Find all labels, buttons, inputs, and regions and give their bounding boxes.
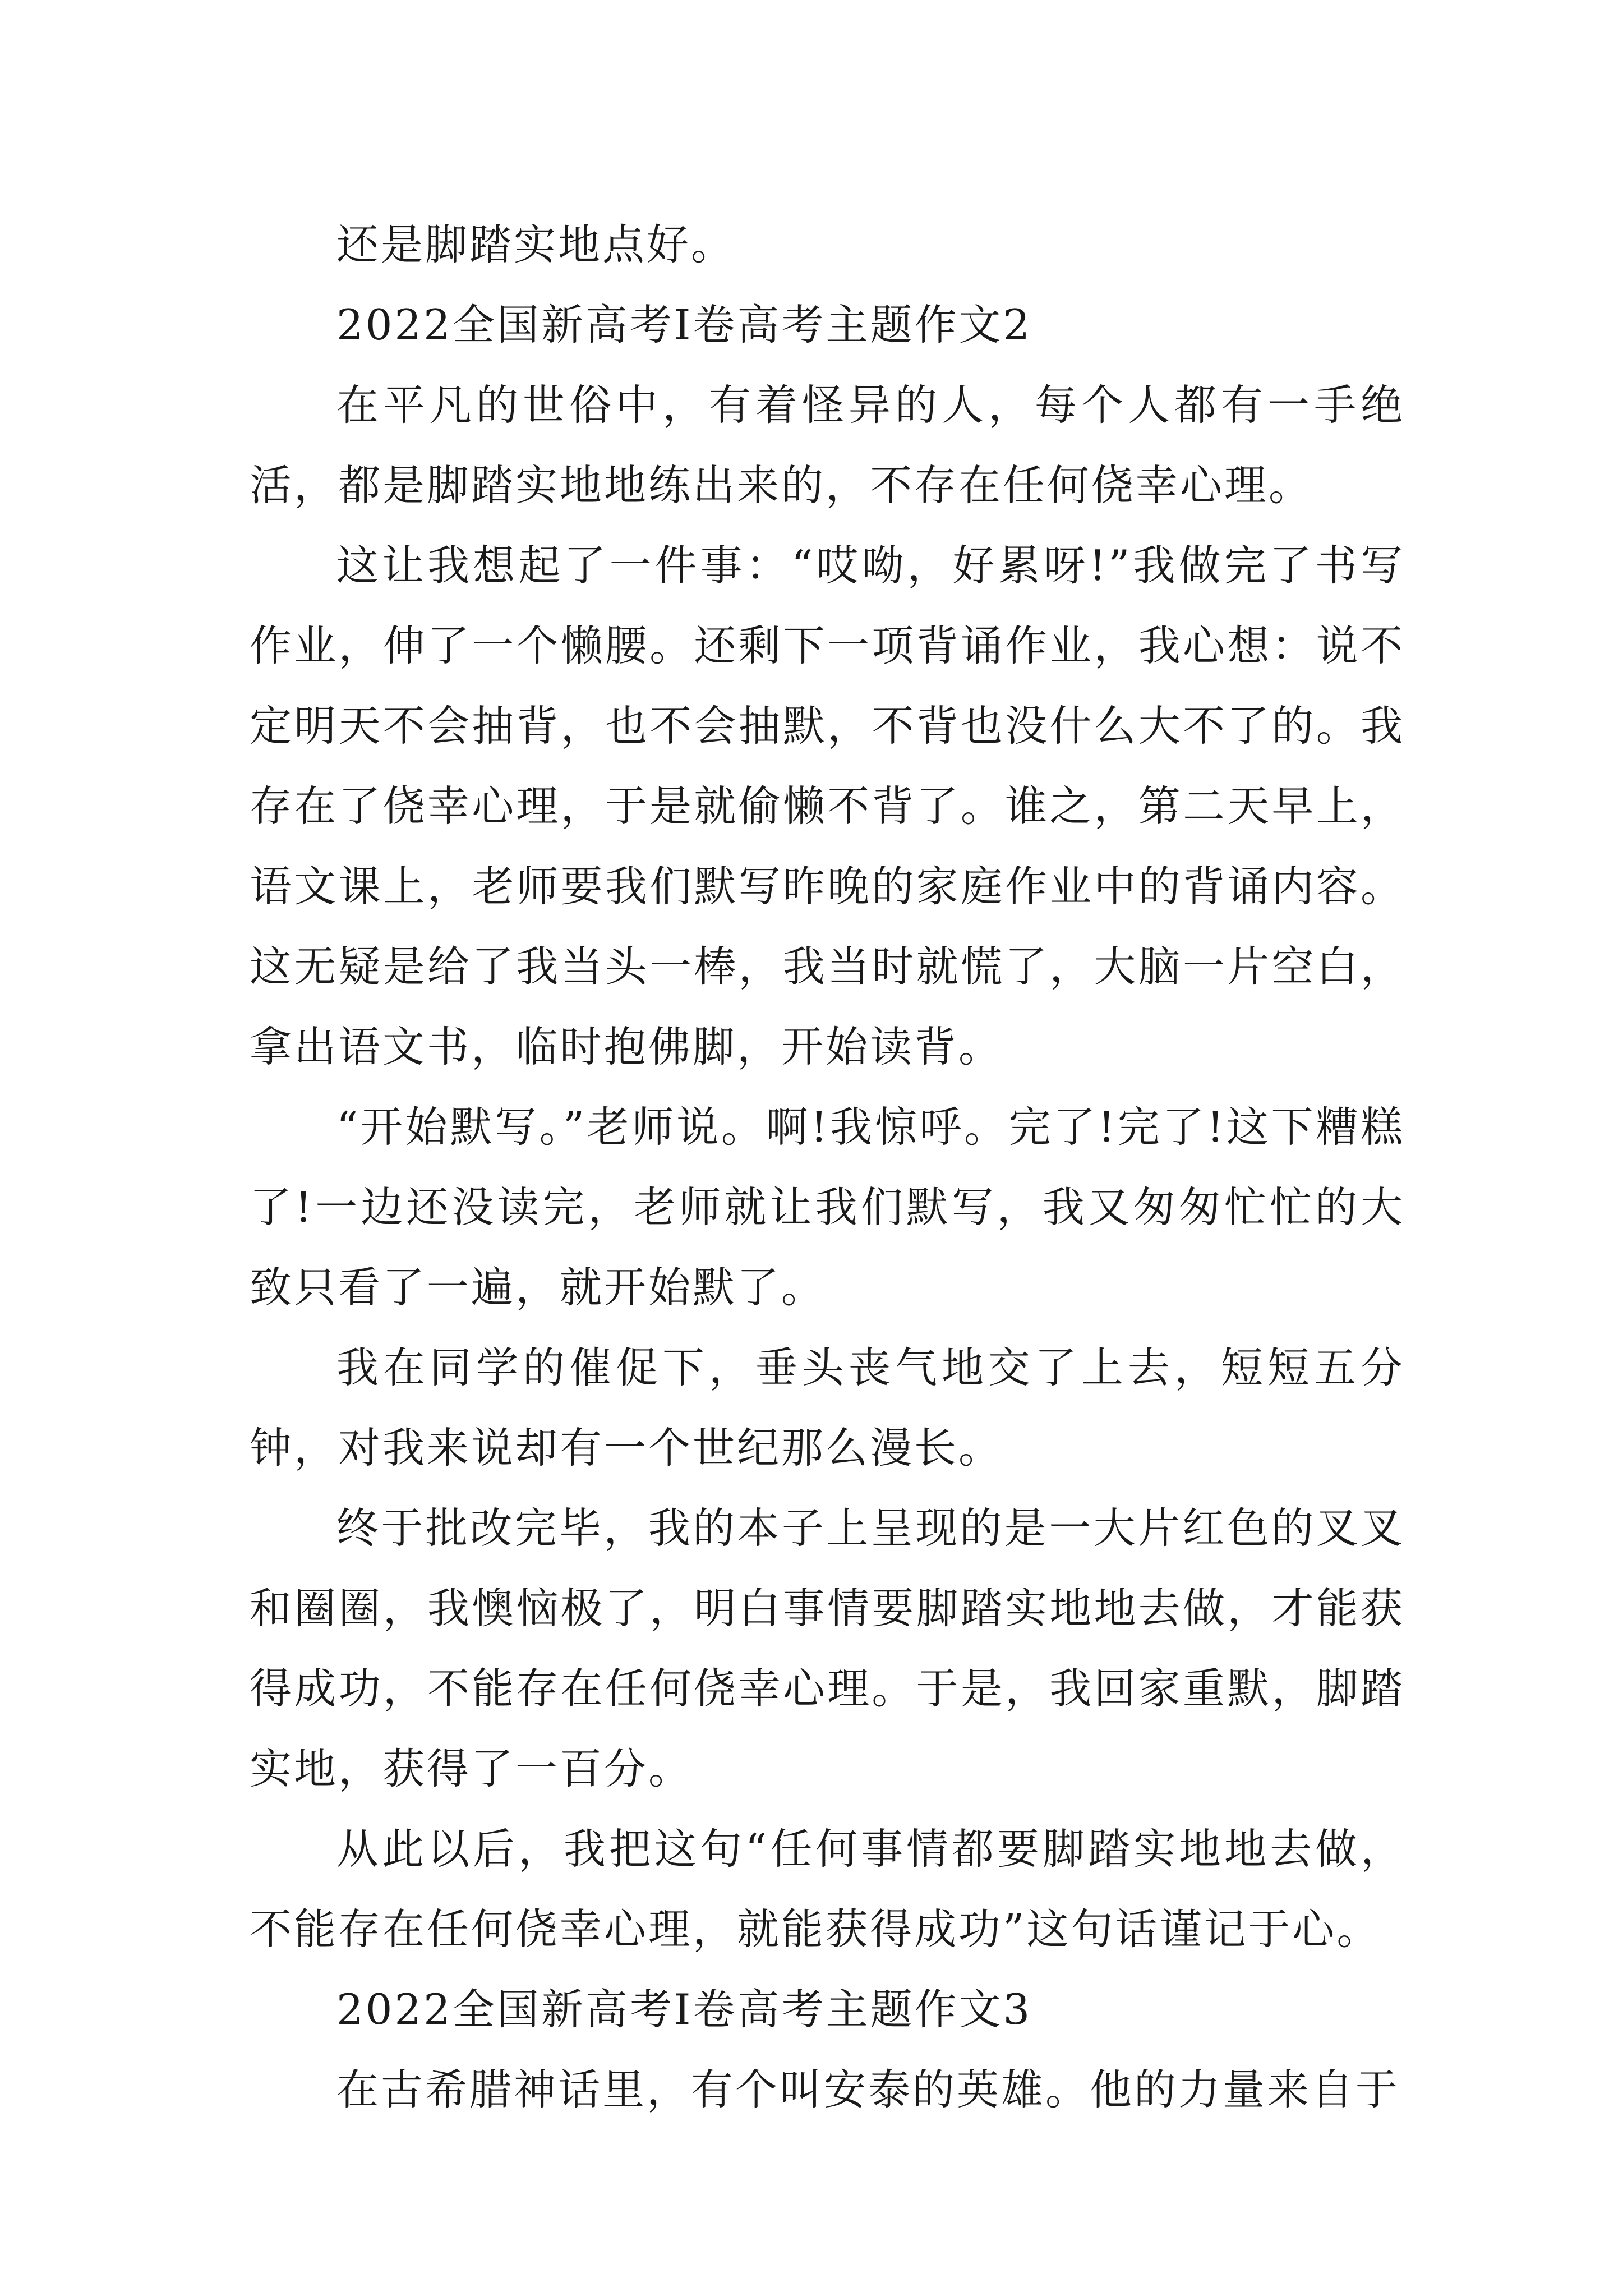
paragraph-1: 还是脚踏实地点好。 (336, 220, 736, 269)
essay-heading-2: 2022全国新高考Ⅰ卷高考主题作文2 (336, 300, 1032, 349)
paragraph-2: 在平凡的世俗中，有着怪异的人，每个人都有一手绝活，都是脚踏实地地练出来的，不存在任何侥幸心理。 (250, 380, 1405, 510)
document-body (250, 205, 1405, 2130)
paragraph-8: 在古希腊神话里，有个叫安泰的英雄。他的力量来自于 (336, 2065, 1400, 2114)
essay-heading-3: 2022全国新高考Ⅰ卷高考主题作文3 (336, 1985, 1032, 2034)
paragraph-6: 终于批改完毕，我的本子上呈现的是一大片红色的叉叉和圈圈，我懊恼极了，明白事情要脚踏实地地去做，才能获得成功，不能存在任何侥幸心理。于是，我回家重默，脚踏实地，获得了一百分。 (250, 1503, 1405, 1793)
paragraph-5: 我在同学的催促下，垂头丧气地交了上去，短短五分钟，对我来说却有一个世纪那么漫长。 (250, 1343, 1405, 1473)
paragraph-4: “开始默写。”老师说。啊!我惊呼。完了!完了!这下糟糕了!一边还没读完，老师就让我们默写，我又匆匆忙忙的大致只看了一遍，就开始默了。 (250, 1102, 1405, 1312)
paragraph-7: 从此以后，我把这句“任何事情都要脚踏实地地去做，不能存在任何侥幸心理，就能获得成功”这句话谨记于心。 (250, 1824, 1405, 1954)
paragraph-3: 这让我想起了一件事：“哎呦，好累呀!”我做完了书写作业，伸了一个懒腰。还剩下一项背诵作业，我心想：说不定明天不会抽背，也不会抽默，不背也没什么大不了的。我存在了侥幸心理，于是就偷懒不背了。谁之，第二天早上，语文课上，老师要我们默写昨晚的家庭作业中的背诵内容。这无疑是给了我当头一棒，我当时就慌了，大脑一片空白，拿出语文书，临时抱佛脚，开始读背。 (250, 541, 1405, 1071)
